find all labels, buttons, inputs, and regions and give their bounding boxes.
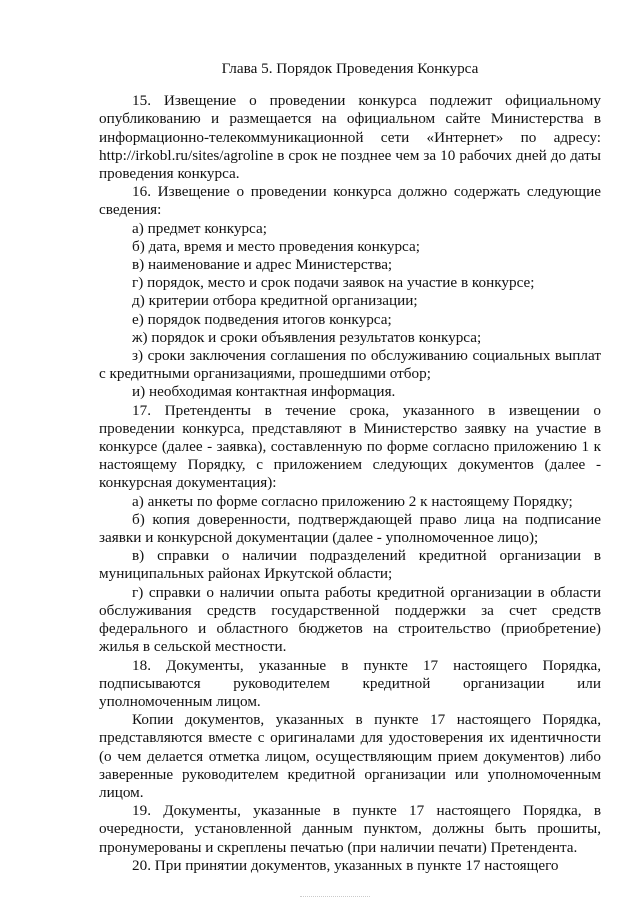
paragraph-16: 16. Извещение о проведении конкурса должно содержать следующие сведения:	[99, 183, 601, 219]
list-item: а) предмет конкурса;	[132, 219, 267, 237]
list-item: г) порядок, место и срок подачи заявок на участие в конкурсе;	[132, 274, 535, 292]
list-item: а) анкеты по форме согласно приложению 2 к настоящему Порядку;	[132, 492, 573, 510]
list-item: ж) порядок и сроки объявления результатов конкурса;	[132, 328, 482, 346]
list-item: г) справки о наличии опыта работы кредитной организации в области обслуживания средств государственной поддержки за счет средств федерального и областного бюджетов на строительство (приобретение) жилья в сельской местности.	[99, 583, 601, 656]
list-item: б) копия доверенности, подтверждающей право лица на подписание заявки и конкурсной документации (далее - уполномоченное лицо);	[99, 510, 601, 547]
paragraph-18: 18. Документы, указанные в пункте 17 настоящего Порядка, подписываются руководителем кредитной организации или уполномоченным лицом.	[99, 656, 601, 710]
paragraph-19: 19. Документы, указанные в пункте 17 настоящего Порядка, в очередности, установленной данным пунктом, должны быть прошиты, пронумерованы и скреплены печатью (при наличии печати) Претендента.	[99, 802, 601, 856]
list-item: з) сроки заключения соглашения по обслуживанию социальных выплат с кредитными организациями, прошедшими отбор;	[99, 347, 601, 383]
list-item: и) необходимая контактная информация.	[132, 383, 396, 401]
paragraph-17: 17. Претенденты в течение срока, указанного в извещении о проведении конкурса, представляют в Министерство заявку на участие в конкурсе (далее - заявка), составленную по форме согласно приложению 1 к настоящему Порядку, с приложением следующих документов (далее - конкурсная документация):	[99, 401, 601, 492]
list-item: е) порядок подведения итогов конкурса;	[132, 310, 392, 328]
scan-artifact	[300, 896, 370, 901]
list-item: б) дата, время и место проведения конкурса;	[132, 237, 420, 255]
list-item: д) критерии отбора кредитной организации;	[132, 292, 418, 310]
paragraph-18-copies: Копии документов, указанных в пункте 17 настоящего Порядка, представляются вместе с оригиналами для удостоверения их идентичности (о чем делается отметка лицом, осуществляющим прием документов) либо заверенные руководителем кредитной организации или уполномоченным лицом.	[99, 711, 601, 801]
paragraph-20: 20. При принятии документов, указанных в пункте 17 настоящего	[132, 856, 559, 874]
document-page	[99, 60, 601, 875]
chapter-title: Глава 5. Порядок Проведения Конкурса	[221, 60, 479, 77]
paragraph-15: 15. Извещение о проведении конкурса подлежит официальному опубликованию и размещается на официальном сайте Министерства в информационно-телекоммуникационной сети «Интернет» по адресу: http://irkobl.ru/sites/agroline в срок не позднее чем за 10 рабочих дней до даты проведения конкурса.	[99, 92, 601, 183]
list-item: в) справки о наличии подразделений кредитной организации в муниципальных районах Иркутской области;	[99, 547, 601, 583]
list-item: в) наименование и адрес Министерства;	[132, 256, 393, 274]
